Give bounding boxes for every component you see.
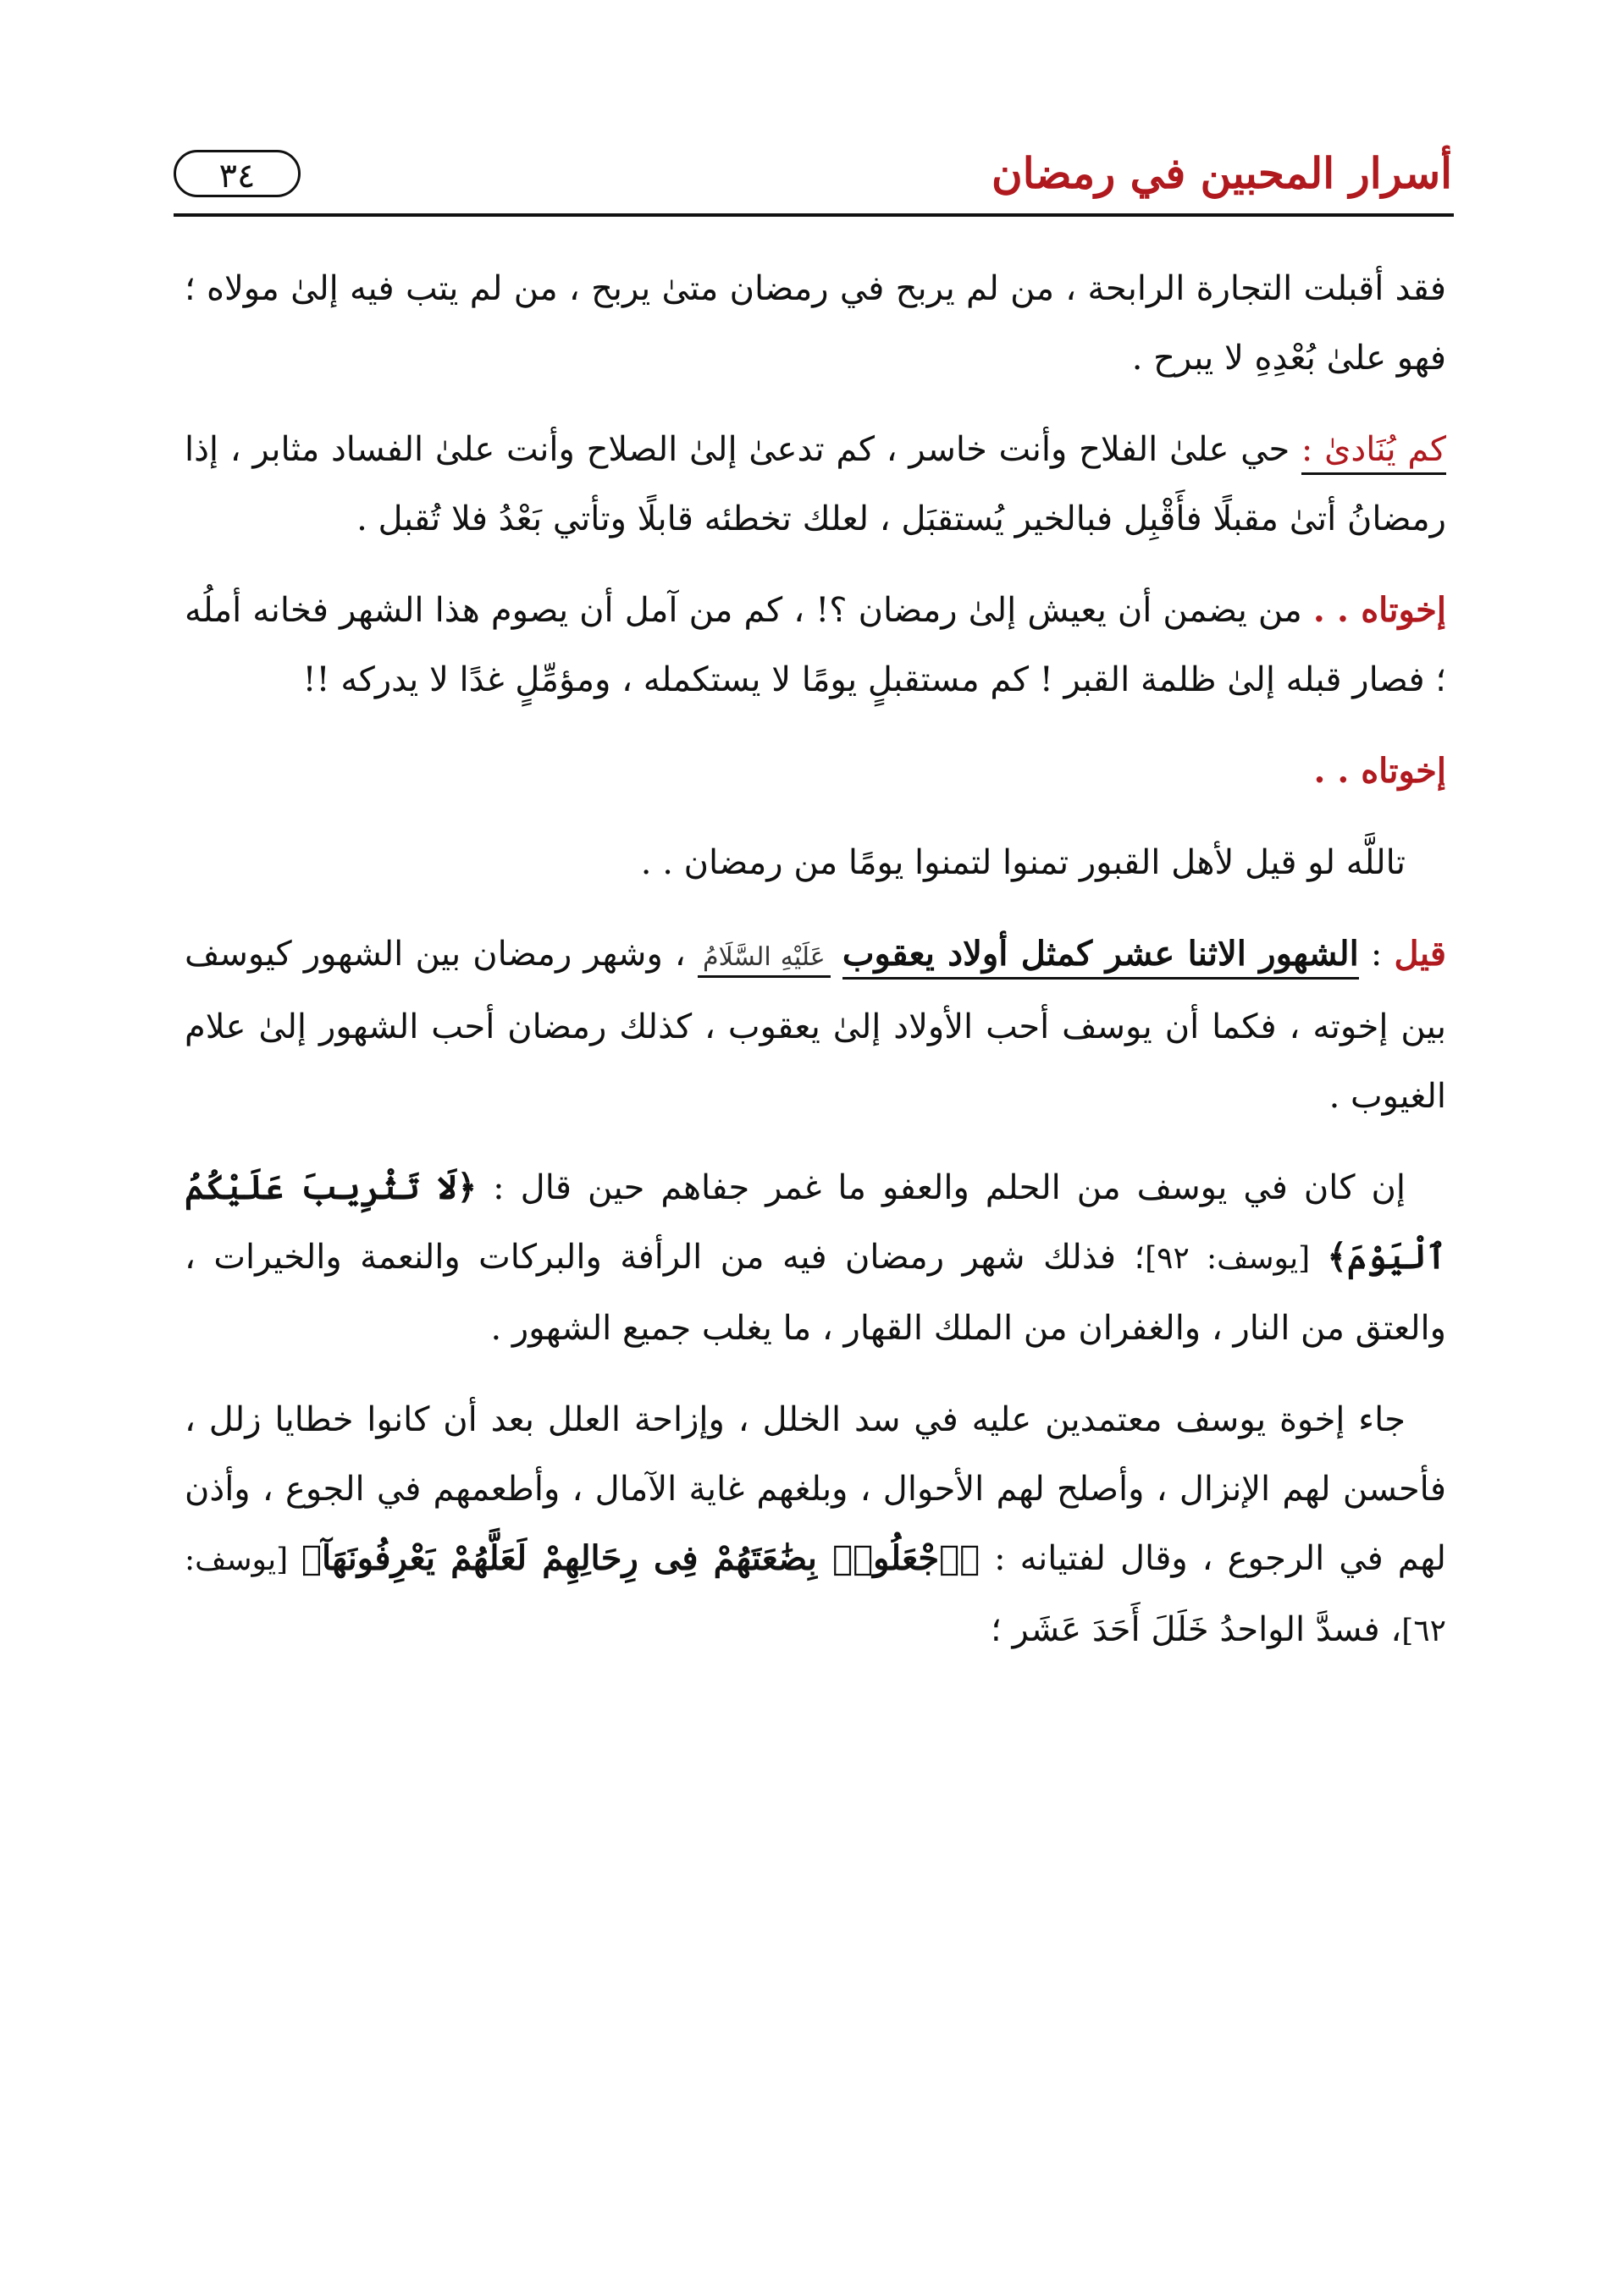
paragraph-3-text: من يضمن أن يعيش إلىٰ رمضان ؟! ، كم من آمل أن يصوم هذا الشهر فخانه أملُه ؛ فصار قبله إلىٰ ظلمة القبر ! كم مستقبلٍ يومًا لا يستكمله ، ومؤمِّلٍ غدًا لا يدركه !! xyxy=(185,591,1446,699)
paragraph-2-text: حي علىٰ الفلاح وأنت خاسر ، كم تدعىٰ إلىٰ الصلاح وأنت علىٰ الفساد مثابر ، إذا رمضانُ أتىٰ مقبلًا فأَقْبِل فبالخير يُستقبَل ، لعلك تخطئه قابلًا وتأتي بَعْدُ فلا تُقبل . xyxy=(185,430,1446,538)
paragraph-4-label: إخوتاه . . xyxy=(1313,751,1446,791)
paragraph-4 xyxy=(185,737,1446,806)
paragraph-6-colon: : xyxy=(1358,935,1395,974)
paragraph-8-text-a: جاء إخوة يوسف معتمدين عليه في سد الخلل ، وإزاحة العلل بعد أن كانوا خطايا زلل ، فأحسن لهم الإنزال ، وأصلح لهم الأحوال ، وبلغهم غاية الآمال ، وأطعمهم في الجوع ، وأذن لهم في الرجوع ، وقال لفتيانه : xyxy=(185,1400,1446,1578)
paragraph-2-label: كم يُنَادىٰ : xyxy=(1301,430,1446,475)
honorific-glyph: عَلَيْهِ السَّلَامُ xyxy=(698,942,831,978)
paragraph-7-text-a: إن كان في يوسف من الحلم والعفو ما غمر جفاهم حين قال : xyxy=(477,1168,1406,1207)
paragraph-6 xyxy=(185,919,1446,1131)
paragraph-6-emphasis: الشهور الاثنا عشر كمثل أولاد يعقوب xyxy=(842,934,1359,980)
paragraph-3 xyxy=(185,576,1446,715)
paragraph-8 xyxy=(185,1385,1446,1666)
page-header xyxy=(174,140,1452,216)
verse-reference-1: [يوسف: ٩٢] xyxy=(1145,1241,1328,1276)
page-number-badge xyxy=(174,150,301,197)
page-body xyxy=(185,254,1446,1688)
paragraph-6-text: ، وشهر رمضان بين الشهور كيوسف بين إخوته ، فكما أن يوسف أحب الأولاد إلىٰ يعقوب ، كذلك رمضان أحب الشهور إلىٰ علام الغيوب . xyxy=(185,935,1446,1116)
quran-verse-2: ﴿ٱجْعَلُوا۟ بِضَٰعَتَهُمْ فِى رِحَالِهِمْ لَعَلَّهُمْ يَعْرِفُونَهَآ﴾ xyxy=(301,1538,980,1578)
paragraph-1-text: فقد أقبلت التجارة الرابحة ، من لم يربح في رمضان متىٰ يربح ، من لم يتب فيه إلىٰ مولاه ؛ فهو علىٰ بُعْدِهِ لا يبرح . xyxy=(185,269,1446,378)
paragraph-1 xyxy=(185,254,1446,393)
paragraph-3-label: إخوتاه . . xyxy=(1312,590,1446,630)
paragraph-5-text: تاللَّه لو قيل لأهل القبور تمنوا لتمنوا يومًا من رمضان . . xyxy=(640,843,1406,882)
page-number: ٣٤ xyxy=(218,157,256,196)
paragraph-2 xyxy=(185,415,1446,554)
book-title: أسرار المحبين في رمضان xyxy=(992,148,1452,198)
paragraph-5 xyxy=(185,828,1446,897)
paragraph-7 xyxy=(185,1153,1446,1363)
paragraph-6-label: قيل xyxy=(1394,934,1447,974)
header-rule xyxy=(174,213,1454,217)
verse-reference-2: [يوسف: ٦٢] xyxy=(185,1543,1446,1648)
paragraph-7-text-b: ؛ فذلك شهر رمضان فيه من الرأفة والبركات والنعمة والخيرات ، والعتق من النار ، والغفران من الملك القهار ، ما يغلب جميع الشهور . xyxy=(185,1238,1446,1348)
quran-verse-1: ﴿لَا تَثْرِيبَ عَلَيْكُمُ ٱلْيَوْمَ﴾ xyxy=(185,1167,1446,1277)
paragraph-8-text-b: ، فسدَّ الواحدُ خَلَلَ أَحَدَ عَشَر ؛ xyxy=(991,1610,1402,1649)
